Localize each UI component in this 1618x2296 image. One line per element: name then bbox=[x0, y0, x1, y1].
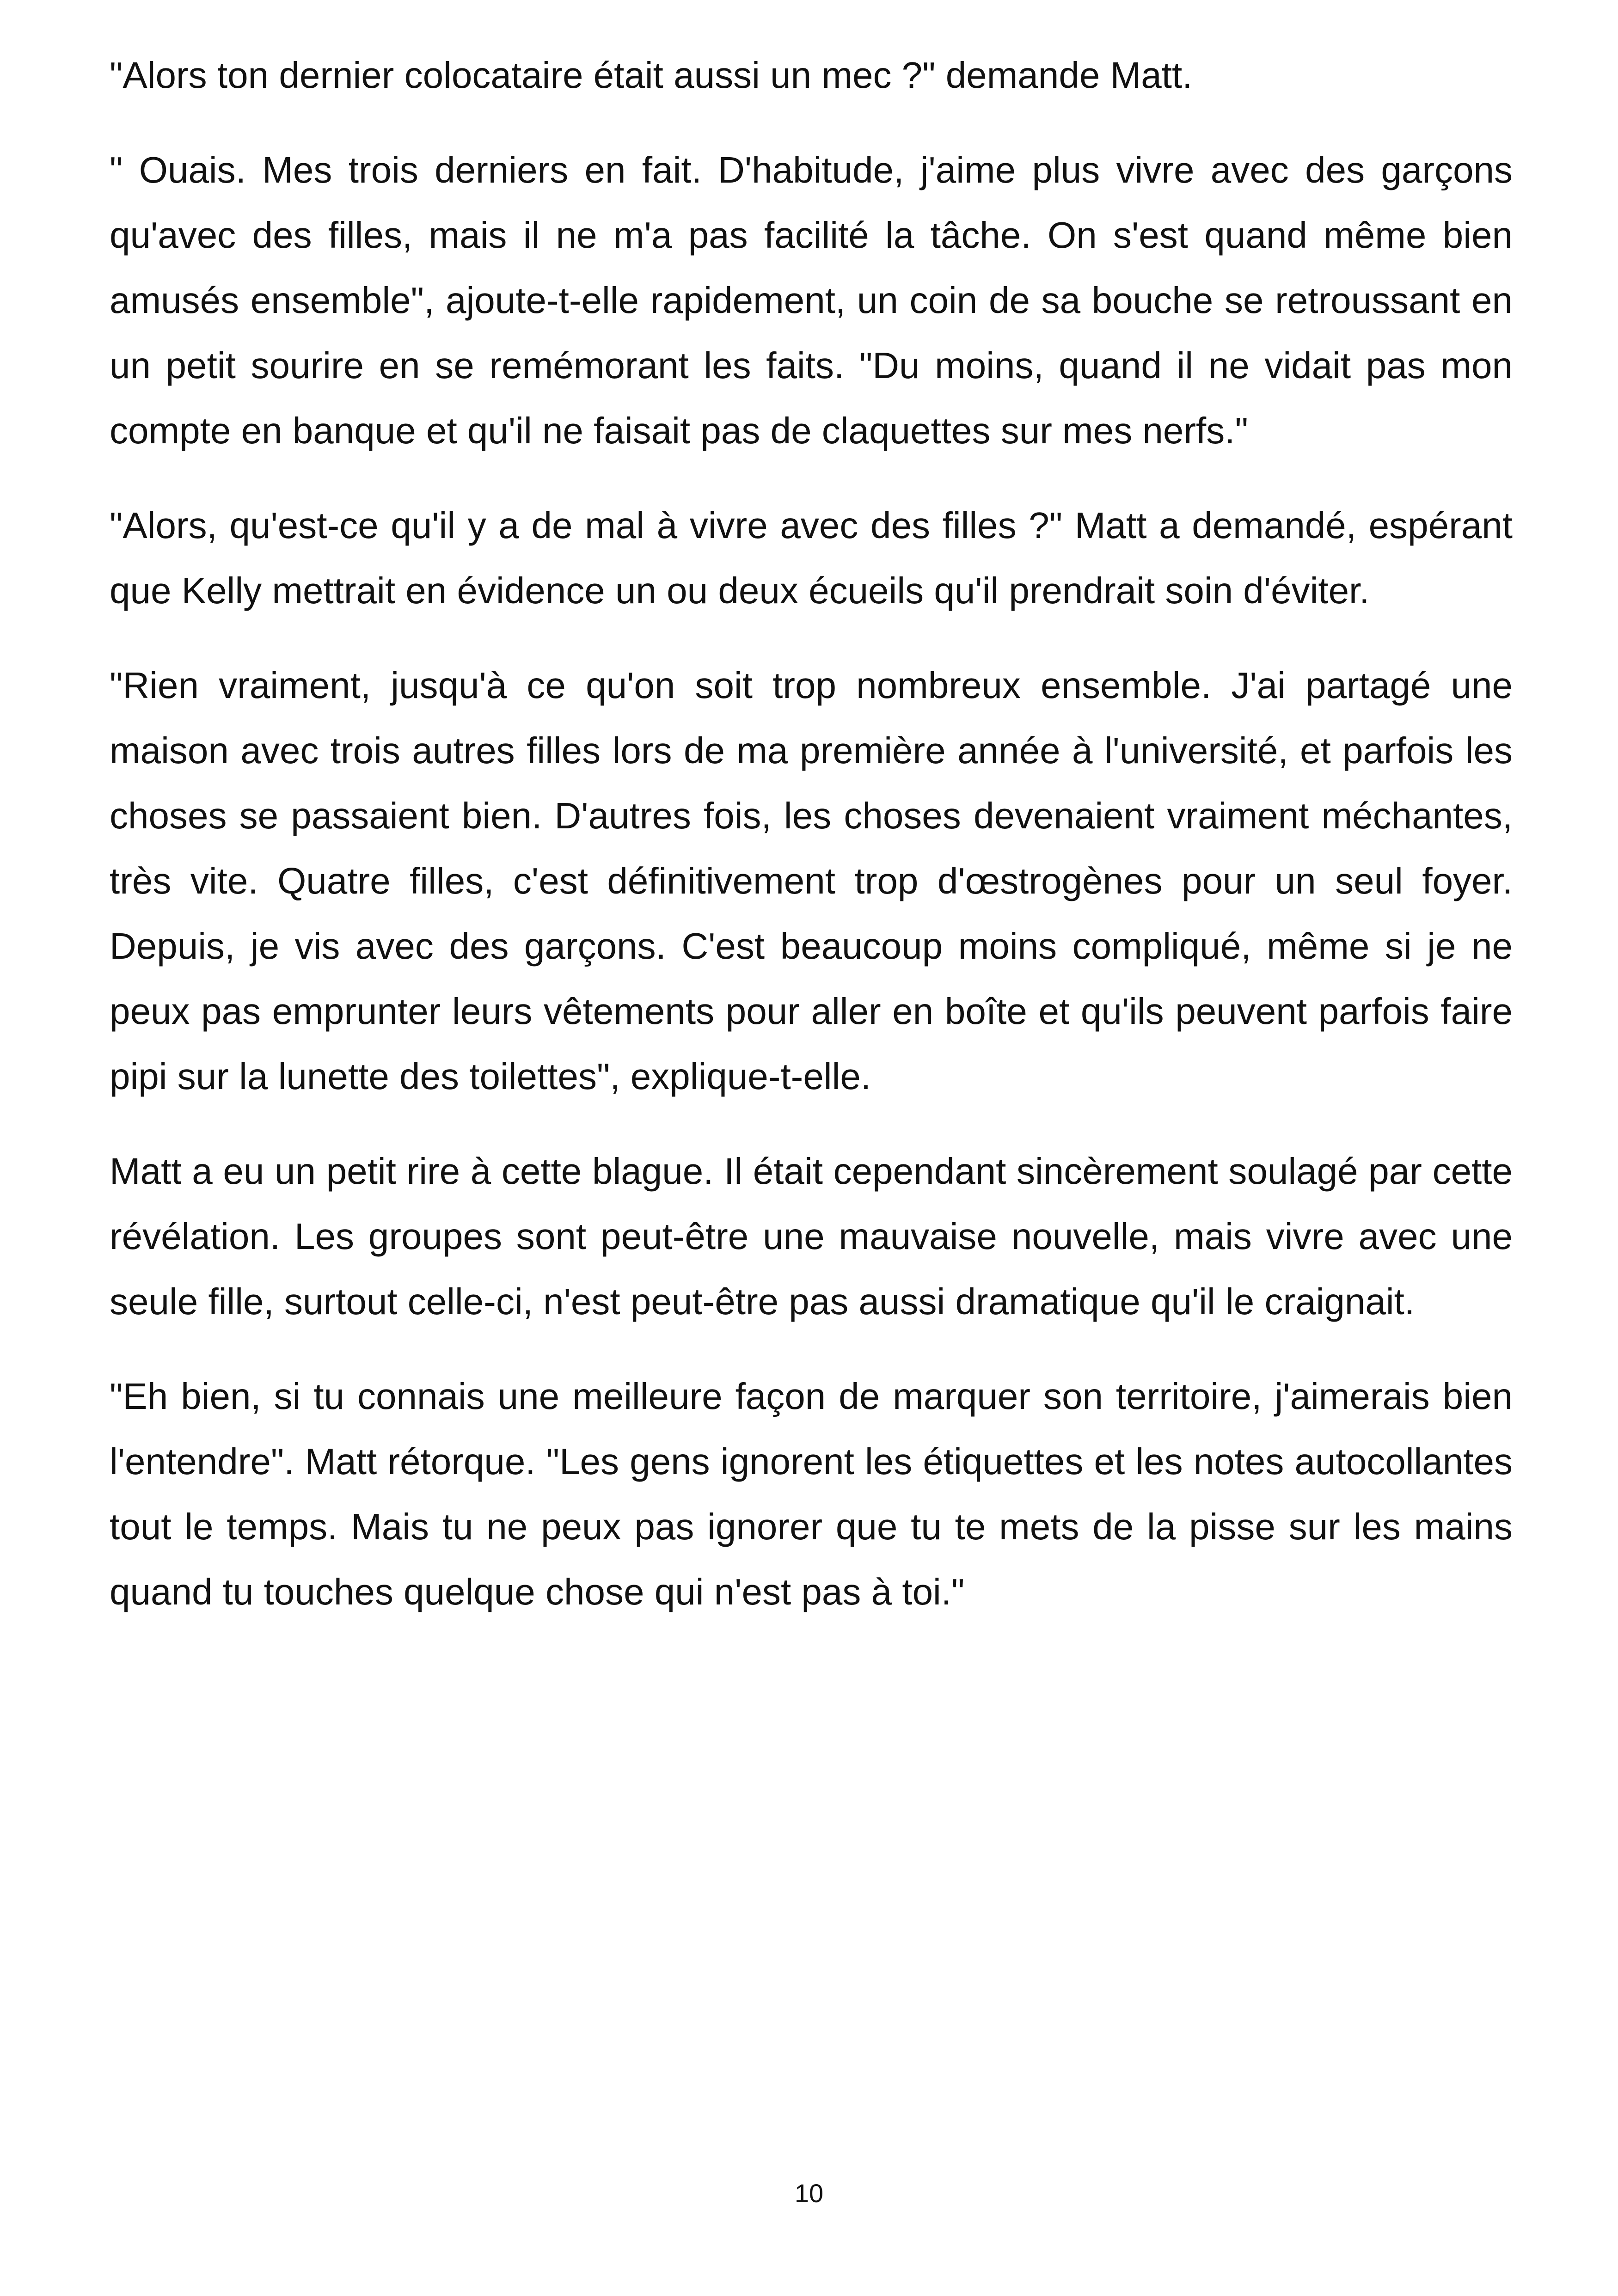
paragraph-6: "Eh bien, si tu connais une meilleure façon de marquer son territoire, j'aimerais bien l'entendre". Matt rétorque. "Les gens ignorent les étiquettes et les notes autocollantes tout le temps. Mais tu ne peux pas ignorer que tu te mets de la pisse sur les mains quand tu touches quelque chose qui n'est pas à toi." bbox=[110, 1376, 1513, 1612]
page-number: 10 bbox=[794, 2179, 824, 2208]
paragraph-4: "Rien vraiment, jusqu'à ce qu'on soit trop nombreux ensemble. J'ai partagé une maison avec trois autres filles lors de ma première année à l'université, et parfois les choses se passaient bien. D'autres fois, les choses devenaient vraiment méchantes, très vite. Quatre filles, c'est définitivement trop d'œstrogènes pour un seul foyer. Depuis, je vis avec des garçons. C'est beaucoup moins compliqué, même si je ne peux pas emprunter leurs vêtements pour aller en boîte et qu'ils peuvent parfois faire pipi sur la lunette des toilettes", explique-t-elle. bbox=[110, 665, 1513, 1097]
paragraph-5: Matt a eu un petit rire à cette blague. Il était cependant sincèrement soulagé par cette révélation. Les groupes sont peut-être une mauvaise nouvelle, mais vivre avec une seule fille, surtout celle-ci, n'est peut-être pas aussi dramatique qu'il le craignait. bbox=[110, 1151, 1513, 1322]
paragraph-2: " Ouais. Mes trois derniers en fait. D'habitude, j'aime plus vivre avec des garçons qu'avec des filles, mais il ne m'a pas facilité la tâche. On s'est quand même bien amusés ensemble", ajoute-t-elle rapidement, un coin de sa bouche se retroussant en un petit sourire en se remémorant les faits. "Du moins, quand il ne vidait pas mon compte en banque et qu'il ne faisait pas de claquettes sur mes nerfs." bbox=[110, 149, 1513, 451]
paragraph-3: "Alors, qu'est-ce qu'il y a de mal à vivre avec des filles ?" Matt a demandé, espérant que Kelly mettrait en évidence un ou deux écueils qu'il prendrait soin d'éviter. bbox=[110, 505, 1513, 611]
paragraph-1: "Alors ton dernier colocataire était aussi un mec ?" demande Matt. bbox=[110, 55, 1193, 96]
body-text bbox=[110, 43, 1513, 1654]
